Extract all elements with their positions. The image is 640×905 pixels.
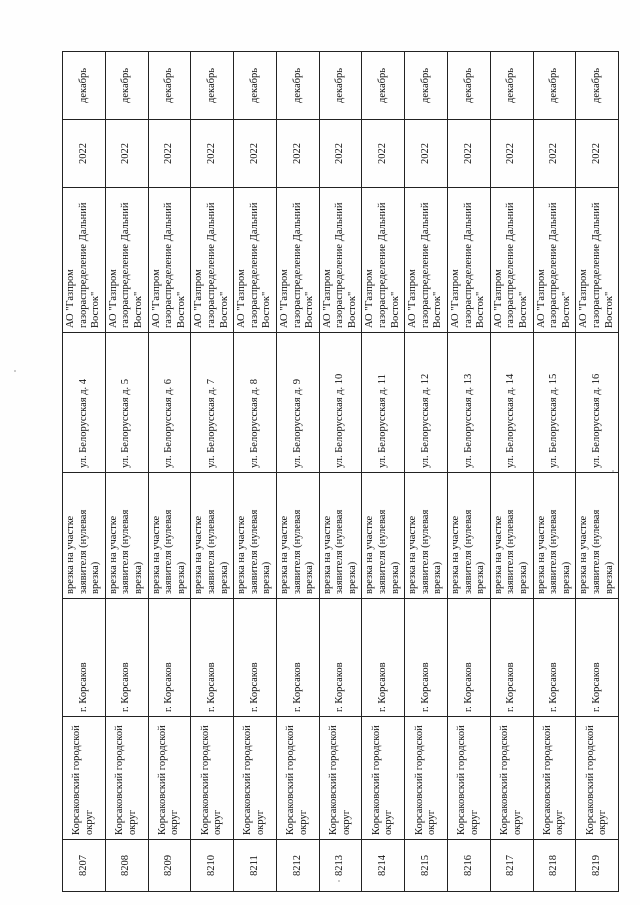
month-cell: декабрь: [362, 52, 405, 120]
table-row: [105, 52, 148, 892]
work-type-cell: врезка на участке заявителя (нулевая врезка): [276, 473, 319, 599]
work-type-cell: врезка на участке заявителя (нулевая врезка): [191, 473, 234, 599]
table-row: [533, 52, 576, 892]
organization-cell: АО "Газпром газораспределение Дальний Восток": [105, 188, 148, 333]
work-type-cell: врезка на участке заявителя (нулевая врезка): [234, 473, 277, 599]
town-cell: г. Корсаков: [276, 599, 319, 717]
year-cell: 2022: [362, 120, 405, 188]
year-cell: 2022: [448, 120, 491, 188]
district-cell: Корсаковский городской округ: [319, 717, 362, 840]
year-cell: 2022: [105, 120, 148, 188]
month-cell: декабрь: [148, 52, 191, 120]
table-body: [63, 52, 619, 892]
year-cell: 2022: [405, 120, 448, 188]
organization-cell: АО "Газпром газораспределение Дальний Восток": [576, 188, 619, 333]
work-type-cell: врезка на участке заявителя (нулевая врезка): [319, 473, 362, 599]
work-type-cell: врезка на участке заявителя (нулевая врезка): [533, 473, 576, 599]
year-cell: 2022: [191, 120, 234, 188]
organization-cell: АО "Газпром газораспределение Дальний Восток": [191, 188, 234, 333]
year-cell: 2022: [490, 120, 533, 188]
month-cell: декабрь: [63, 52, 106, 120]
month-cell: декабрь: [533, 52, 576, 120]
address-cell: ул. Белорусская д. 12: [405, 333, 448, 473]
district-cell: Корсаковский городской округ: [105, 717, 148, 840]
row-number: 8210: [191, 840, 234, 892]
district-cell: Корсаковский городской округ: [63, 717, 106, 840]
town-cell: г. Корсаков: [191, 599, 234, 717]
year-cell: 2022: [148, 120, 191, 188]
month-cell: декабрь: [234, 52, 277, 120]
town-cell: г. Корсаков: [448, 599, 491, 717]
organization-cell: АО "Газпром газораспределение Дальний Восток": [234, 188, 277, 333]
address-cell: ул. Белорусская д. 7: [191, 333, 234, 473]
table-row: [63, 52, 106, 892]
organization-cell: АО "Газпром газораспределение Дальний Восток": [362, 188, 405, 333]
work-type-cell: врезка на участке заявителя (нулевая врезка): [448, 473, 491, 599]
town-cell: г. Корсаков: [319, 599, 362, 717]
district-cell: Корсаковский городской округ: [148, 717, 191, 840]
work-type-cell: врезка на участке заявителя (нулевая врезка): [148, 473, 191, 599]
organization-cell: АО "Газпром газораспределение Дальний Восток": [319, 188, 362, 333]
town-cell: г. Корсаков: [533, 599, 576, 717]
row-number: 8207: [63, 840, 106, 892]
organization-cell: АО "Газпром газораспределение Дальний Восток": [148, 188, 191, 333]
town-cell: г. Корсаков: [576, 599, 619, 717]
town-cell: г. Корсаков: [362, 599, 405, 717]
address-cell: ул. Белорусская д. 5: [105, 333, 148, 473]
table-row: [234, 52, 277, 892]
organization-cell: АО "Газпром газораспределение Дальний Восток": [533, 188, 576, 333]
table-row: [490, 52, 533, 892]
address-cell: ул. Белорусская д. 6: [148, 333, 191, 473]
table-row: [319, 52, 362, 892]
row-number: 8218: [533, 840, 576, 892]
district-cell: Корсаковский городской округ: [576, 717, 619, 840]
row-number: 8215: [405, 840, 448, 892]
row-number: 8209: [148, 840, 191, 892]
year-cell: 2022: [533, 120, 576, 188]
address-cell: ул. Белорусская д. 8: [234, 333, 277, 473]
work-type-cell: врезка на участке заявителя (нулевая врезка): [405, 473, 448, 599]
month-cell: декабрь: [191, 52, 234, 120]
district-cell: Корсаковский городской округ: [362, 717, 405, 840]
organization-cell: АО "Газпром газораспределение Дальний Восток": [276, 188, 319, 333]
organization-cell: АО "Газпром газораспределение Дальний Восток": [448, 188, 491, 333]
address-cell: ул. Белорусская д. 4: [63, 333, 106, 473]
year-cell: 2022: [576, 120, 619, 188]
town-cell: г. Корсаков: [105, 599, 148, 717]
year-cell: 2022: [234, 120, 277, 188]
row-number: 8212: [276, 840, 319, 892]
address-cell: ул. Белорусская д. 11: [362, 333, 405, 473]
address-cell: ул. Белорусская д. 15: [533, 333, 576, 473]
gas-connection-table: [62, 51, 619, 892]
district-cell: Корсаковский городской округ: [490, 717, 533, 840]
work-type-cell: врезка на участке заявителя (нулевая врезка): [63, 473, 106, 599]
month-cell: декабрь: [448, 52, 491, 120]
row-number: 8219: [576, 840, 619, 892]
address-cell: ул. Белорусская д. 16: [576, 333, 619, 473]
row-number: 8216: [448, 840, 491, 892]
town-cell: г. Корсаков: [490, 599, 533, 717]
year-cell: 2022: [276, 120, 319, 188]
district-cell: Корсаковский городской округ: [405, 717, 448, 840]
month-cell: декабрь: [576, 52, 619, 120]
work-type-cell: врезка на участке заявителя (нулевая врезка): [362, 473, 405, 599]
table-row: [405, 52, 448, 892]
month-cell: декабрь: [319, 52, 362, 120]
address-cell: ул. Белорусская д. 13: [448, 333, 491, 473]
work-type-cell: врезка на участке заявителя (нулевая врезка): [105, 473, 148, 599]
scan-speck: [14, 370, 16, 372]
month-cell: декабрь: [490, 52, 533, 120]
district-cell: Корсаковский городской округ: [276, 717, 319, 840]
year-cell: 2022: [319, 120, 362, 188]
organization-cell: АО "Газпром газораспределение Дальний Восток": [63, 188, 106, 333]
address-cell: ул. Белорусская д. 9: [276, 333, 319, 473]
address-cell: ул. Белорусская д. 14: [490, 333, 533, 473]
year-cell: 2022: [63, 120, 106, 188]
town-cell: г. Корсаков: [148, 599, 191, 717]
town-cell: г. Корсаков: [405, 599, 448, 717]
town-cell: г. Корсаков: [234, 599, 277, 717]
row-number: 8214: [362, 840, 405, 892]
work-type-cell: врезка на участке заявителя (нулевая врезка): [576, 473, 619, 599]
month-cell: декабрь: [105, 52, 148, 120]
organization-cell: АО "Газпром газораспределение Дальний Восток": [405, 188, 448, 333]
work-type-cell: врезка на участке заявителя (нулевая врезка): [490, 473, 533, 599]
table-row: [148, 52, 191, 892]
organization-cell: АО "Газпром газораспределение Дальний Восток": [490, 188, 533, 333]
table-row: [448, 52, 491, 892]
district-cell: Корсаковский городской округ: [448, 717, 491, 840]
town-cell: г. Корсаков: [63, 599, 106, 717]
row-number: 8213: [319, 840, 362, 892]
row-number: 8211: [234, 840, 277, 892]
table-row: [576, 52, 619, 892]
address-cell: ул. Белорусская д. 10: [319, 333, 362, 473]
table-row: [362, 52, 405, 892]
table-row: [191, 52, 234, 892]
rotated-table-wrapper: [62, 52, 615, 892]
district-cell: Корсаковский городской округ: [191, 717, 234, 840]
district-cell: Корсаковский городской округ: [533, 717, 576, 840]
table-row: [276, 52, 319, 892]
month-cell: декабрь: [276, 52, 319, 120]
row-number: 8208: [105, 840, 148, 892]
row-number: 8217: [490, 840, 533, 892]
district-cell: Корсаковский городской округ: [234, 717, 277, 840]
month-cell: декабрь: [405, 52, 448, 120]
